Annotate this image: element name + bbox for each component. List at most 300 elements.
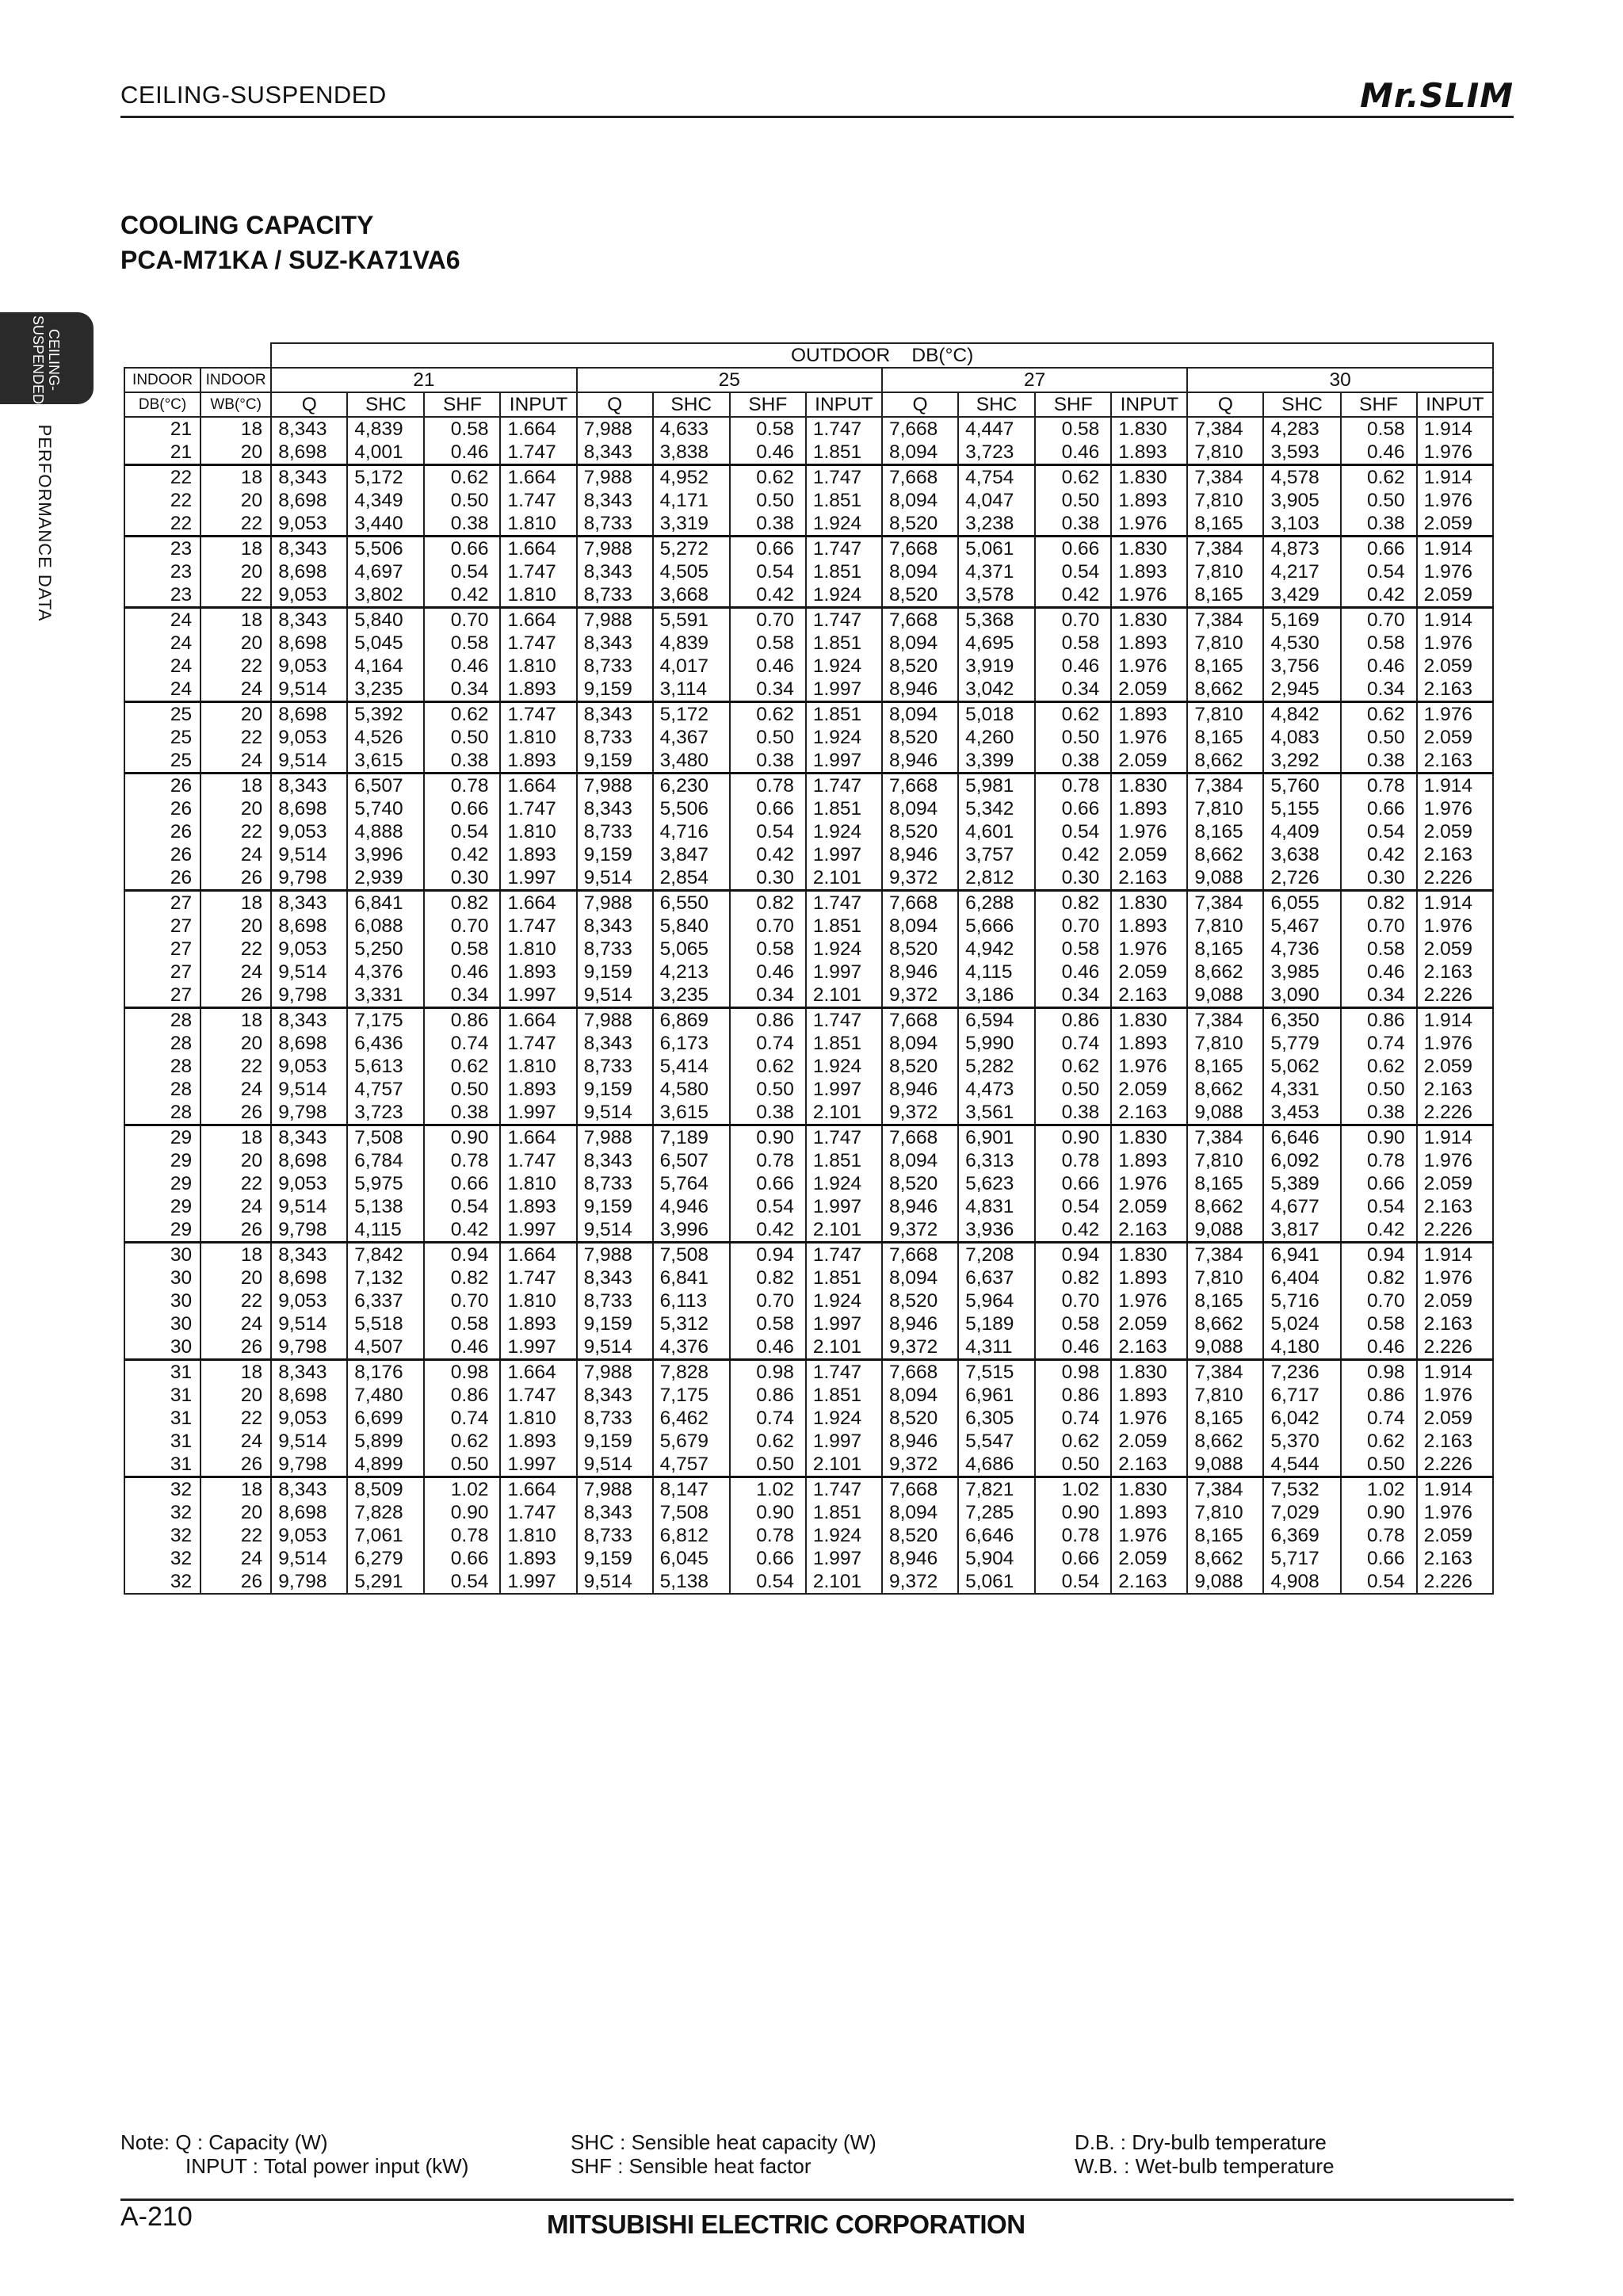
side-tab-label[interactable]	[30, 315, 62, 404]
table-cell: 9,514	[271, 1078, 347, 1101]
table-cell: 7,384	[1187, 608, 1263, 632]
table-cell: 0.54	[1035, 560, 1111, 583]
table-cell: 1.747	[806, 417, 882, 441]
table-cell: 8,094	[882, 1032, 958, 1055]
table-cell: 5,368	[958, 608, 1035, 632]
table-cell: 1.664	[500, 417, 576, 441]
table-cell: 7,384	[1187, 1477, 1263, 1502]
table-cell: 0.58	[730, 417, 806, 441]
table-cell: 0.66	[424, 537, 500, 561]
table-cell: 8,946	[882, 749, 958, 774]
table-cell: 0.50	[424, 1078, 500, 1101]
table-cell: 8,662	[1187, 678, 1263, 702]
indoor-wb-cell: 18	[200, 608, 271, 632]
table-cell: 9,159	[577, 1547, 653, 1570]
table-cell: 1.747	[806, 1360, 882, 1385]
indoor-wb-cell: 24	[200, 1547, 271, 1570]
table-cell: 1.664	[500, 1125, 576, 1150]
table-cell: 9,159	[577, 1312, 653, 1335]
table-cell: 1.747	[500, 1384, 576, 1407]
table-cell: 0.66	[1341, 797, 1417, 820]
table-cell: 6,436	[347, 1032, 424, 1055]
table-cell: 8,698	[271, 489, 347, 512]
table-cell: 7,810	[1187, 915, 1263, 938]
table-cell: 7,508	[653, 1501, 730, 1524]
table-cell: 0.82	[424, 891, 500, 915]
table-cell: 2.059	[1417, 1055, 1493, 1078]
table-cell: 3,638	[1263, 843, 1340, 866]
table-cell: 0.62	[730, 702, 806, 727]
table-cell: 1.664	[500, 1008, 576, 1033]
table-cell: 3,090	[1263, 984, 1340, 1008]
table-cell: 0.54	[730, 1570, 806, 1594]
table-cell: 3,103	[1263, 512, 1340, 537]
table-cell: 8,698	[271, 915, 347, 938]
indoor-wb-cell: 20	[200, 560, 271, 583]
table-cell: 1.997	[500, 984, 576, 1008]
table-cell: 0.30	[1341, 866, 1417, 891]
table-cell: 5,679	[653, 1430, 730, 1453]
table-cell: 2.163	[1417, 1312, 1493, 1335]
table-cell: 0.70	[1341, 915, 1417, 938]
table-cell: 9,159	[577, 961, 653, 984]
indoor-db-cell: 27	[124, 915, 200, 938]
table-cell: 8,343	[577, 1501, 653, 1524]
table-cell: 0.54	[424, 1195, 500, 1218]
table-row	[124, 1149, 1493, 1172]
table-cell: 4,367	[653, 726, 730, 749]
table-cell: 0.70	[1341, 608, 1417, 632]
table-cell: 8,094	[882, 1266, 958, 1289]
indoor-wb-cell: 24	[200, 1078, 271, 1101]
table-cell: 2,945	[1263, 678, 1340, 702]
table-cell: 4,686	[958, 1453, 1035, 1477]
table-cell: 0.34	[1035, 984, 1111, 1008]
table-cell: 8,698	[271, 560, 347, 583]
indoor-db-cell: 30	[124, 1312, 200, 1335]
table-cell: 9,088	[1187, 866, 1263, 891]
table-cell: 0.70	[730, 1289, 806, 1312]
table-cell: 7,810	[1187, 1032, 1263, 1055]
table-cell: 7,384	[1187, 465, 1263, 490]
indoor-wb-cell: 20	[200, 797, 271, 820]
indoor-wb-label: INDOOR	[200, 368, 271, 392]
table-cell: 8,165	[1187, 1407, 1263, 1430]
indoor-db-cell: 28	[124, 1055, 200, 1078]
table-cell: 4,371	[958, 560, 1035, 583]
table-cell: 0.86	[1035, 1384, 1111, 1407]
table-cell: 8,946	[882, 1195, 958, 1218]
table-cell: 1.997	[806, 1312, 882, 1335]
table-cell: 0.50	[1035, 489, 1111, 512]
table-cell: 9,159	[577, 1195, 653, 1218]
table-cell: 0.38	[730, 512, 806, 537]
table-cell: 5,717	[1263, 1547, 1340, 1570]
indoor-wb-cell: 20	[200, 1384, 271, 1407]
table-cell: 0.58	[1341, 632, 1417, 655]
table-cell: 0.34	[730, 984, 806, 1008]
table-cell: 0.82	[1341, 1266, 1417, 1289]
table-cell: 8,343	[271, 891, 347, 915]
table-cell: 0.54	[1035, 820, 1111, 843]
table-cell: 0.50	[424, 1453, 500, 1477]
table-cell: 7,988	[577, 891, 653, 915]
indoor-wb-cell: 24	[200, 678, 271, 702]
table-cell: 1.851	[806, 632, 882, 655]
table-cell: 0.62	[424, 1430, 500, 1453]
note-db: D.B. : Dry-bulb temperature	[1075, 2130, 1327, 2154]
table-row	[124, 1125, 1493, 1150]
table-cell: 0.74	[424, 1407, 500, 1430]
page-number: A-210	[120, 2202, 193, 2232]
table-cell: 6,699	[347, 1407, 424, 1430]
table-cell: 1.924	[806, 655, 882, 678]
table-cell: 8,662	[1187, 1078, 1263, 1101]
indoor-wb-cell: 18	[200, 1477, 271, 1502]
table-cell: 4,473	[958, 1078, 1035, 1101]
table-cell: 1.997	[806, 1078, 882, 1101]
table-cell: 0.46	[1341, 961, 1417, 984]
table-cell: 1.747	[806, 774, 882, 798]
table-cell: 1.976	[1111, 1172, 1187, 1195]
table-cell: 0.86	[1341, 1008, 1417, 1033]
table-cell: 1.924	[806, 583, 882, 608]
column-header-shc: SHC	[1263, 392, 1340, 417]
table-cell: 1.997	[806, 678, 882, 702]
table-cell: 1.851	[806, 560, 882, 583]
table-cell: 7,668	[882, 891, 958, 915]
table-cell: 7,828	[653, 1360, 730, 1385]
table-cell: 1.810	[500, 1407, 576, 1430]
table-cell: 5,061	[958, 537, 1035, 561]
table-cell: 8,698	[271, 632, 347, 655]
table-cell: 8,343	[577, 1266, 653, 1289]
table-cell: 8,662	[1187, 1430, 1263, 1453]
table-row	[124, 489, 1493, 512]
table-cell: 4,283	[1263, 417, 1340, 441]
table-cell: 8,698	[271, 1149, 347, 1172]
table-cell: 8,509	[347, 1477, 424, 1502]
table-cell: 2.059	[1417, 1172, 1493, 1195]
indoor-wb-cell: 24	[200, 1312, 271, 1335]
table-cell: 0.62	[1341, 1430, 1417, 1453]
outdoor-temp-30: 30	[1187, 368, 1493, 392]
table-cell: 0.62	[1341, 702, 1417, 727]
table-cell: 0.78	[1035, 1524, 1111, 1547]
indoor-wb-cell: 18	[200, 1008, 271, 1033]
table-cell: 0.38	[1035, 512, 1111, 537]
table-cell: 8,343	[577, 797, 653, 820]
table-cell: 9,159	[577, 749, 653, 774]
table-cell: 9,053	[271, 938, 347, 961]
table-cell: 0.66	[424, 797, 500, 820]
table-cell: 8,520	[882, 938, 958, 961]
table-cell: 4,349	[347, 489, 424, 512]
table-cell: 0.46	[730, 961, 806, 984]
table-cell: 5,392	[347, 702, 424, 727]
table-cell: 1.747	[806, 465, 882, 490]
table-cell: 7,384	[1187, 1008, 1263, 1033]
table-cell: 7,810	[1187, 702, 1263, 727]
table-cell: 7,668	[882, 1477, 958, 1502]
table-cell: 0.58	[1035, 632, 1111, 655]
table-cell: 5,189	[958, 1312, 1035, 1335]
table-cell: 6,507	[653, 1149, 730, 1172]
table-cell: 1.976	[1111, 938, 1187, 961]
table-cell: 6,369	[1263, 1524, 1340, 1547]
table-cell: 1.747	[806, 1125, 882, 1150]
table-cell: 4,213	[653, 961, 730, 984]
table-cell: 8,733	[577, 655, 653, 678]
indoor-db-cell: 29	[124, 1218, 200, 1243]
column-header-input: INPUT	[1417, 392, 1493, 417]
table-cell: 0.30	[730, 866, 806, 891]
table-cell: 4,952	[653, 465, 730, 490]
table-cell: 6,042	[1263, 1407, 1340, 1430]
table-cell: 0.54	[730, 820, 806, 843]
table-row	[124, 984, 1493, 1008]
outdoor-temp-27: 27	[882, 368, 1187, 392]
table-row	[124, 938, 1493, 961]
table-cell: 8,094	[882, 915, 958, 938]
table-cell: 8,343	[271, 1243, 347, 1267]
table-cell: 9,088	[1187, 1453, 1263, 1477]
table-cell: 9,053	[271, 1172, 347, 1195]
table-cell: 1.997	[500, 866, 576, 891]
indoor-db-cell: 30	[124, 1266, 200, 1289]
table-cell: 1.747	[500, 1266, 576, 1289]
table-cell: 9,053	[271, 820, 347, 843]
table-cell: 5,613	[347, 1055, 424, 1078]
table-cell: 5,172	[347, 465, 424, 490]
table-cell: 0.70	[1035, 608, 1111, 632]
table-cell: 0.58	[730, 1312, 806, 1335]
table-cell: 4,873	[1263, 537, 1340, 561]
table-cell: 6,305	[958, 1407, 1035, 1430]
indoor-wb-cell: 20	[200, 702, 271, 727]
table-row	[124, 655, 1493, 678]
table-cell: 8,733	[577, 938, 653, 961]
table-cell: 5,904	[958, 1547, 1035, 1570]
indoor-db-unit: DB(°C)	[124, 392, 200, 417]
table-cell: 8,094	[882, 1384, 958, 1407]
table-cell: 1.664	[500, 608, 576, 632]
table-cell: 4,899	[347, 1453, 424, 1477]
table-cell: 7,061	[347, 1524, 424, 1547]
table-cell: 7,668	[882, 774, 958, 798]
table-cell: 1.747	[500, 441, 576, 465]
table-cell: 1.914	[1417, 891, 1493, 915]
table-cell: 8,343	[271, 465, 347, 490]
table-cell: 4,017	[653, 655, 730, 678]
table-cell: 0.54	[1341, 560, 1417, 583]
table-cell: 2.226	[1417, 1335, 1493, 1360]
table-cell: 0.70	[1035, 1289, 1111, 1312]
table-cell: 5,370	[1263, 1430, 1340, 1453]
column-header-q: Q	[271, 392, 347, 417]
indoor-db-cell: 24	[124, 632, 200, 655]
table-cell: 1.747	[500, 560, 576, 583]
table-cell: 2.163	[1111, 1570, 1187, 1594]
table-cell: 0.46	[730, 441, 806, 465]
indoor-db-cell: 28	[124, 1101, 200, 1125]
indoor-wb-cell: 20	[200, 915, 271, 938]
indoor-wb-cell: 20	[200, 489, 271, 512]
table-cell: 8,520	[882, 655, 958, 678]
table-cell: 8,520	[882, 1524, 958, 1547]
note-shc: SHC : Sensible heat capacity (W)	[571, 2130, 876, 2154]
table-cell: 5,981	[958, 774, 1035, 798]
table-cell: 1.997	[500, 1101, 576, 1125]
table-cell: 9,053	[271, 655, 347, 678]
table-cell: 7,810	[1187, 1384, 1263, 1407]
table-cell: 5,061	[958, 1570, 1035, 1594]
table-cell: 0.58	[424, 632, 500, 655]
table-cell: 0.34	[424, 678, 500, 702]
indoor-wb-cell: 18	[200, 417, 271, 441]
table-cell: 7,189	[653, 1125, 730, 1150]
table-header	[124, 343, 1493, 417]
table-row	[124, 1078, 1493, 1101]
brand-logo: Mr.SLIM	[1360, 76, 1514, 115]
table-cell: 8,165	[1187, 1172, 1263, 1195]
table-cell: 4,842	[1263, 702, 1340, 727]
table-cell: 0.98	[1035, 1360, 1111, 1385]
table-cell: 8,520	[882, 726, 958, 749]
table-cell: 0.42	[424, 1218, 500, 1243]
table-cell: 0.98	[1341, 1360, 1417, 1385]
table-cell: 5,272	[653, 537, 730, 561]
indoor-db-cell: 29	[124, 1125, 200, 1150]
table-cell: 1.893	[500, 1430, 576, 1453]
table-cell: 2.163	[1417, 961, 1493, 984]
table-cell: 6,646	[1263, 1125, 1340, 1150]
table-cell: 2.059	[1417, 1407, 1493, 1430]
table-cell: 6,717	[1263, 1384, 1340, 1407]
table-cell: 6,092	[1263, 1149, 1340, 1172]
table-cell: 0.78	[1341, 774, 1417, 798]
table-cell: 8,343	[271, 774, 347, 798]
indoor-db-cell: 27	[124, 984, 200, 1008]
indoor-db-cell: 22	[124, 489, 200, 512]
table-cell: 5,591	[653, 608, 730, 632]
table-cell: 1.851	[806, 915, 882, 938]
indoor-db-cell: 22	[124, 465, 200, 490]
table-cell: 0.38	[1341, 749, 1417, 774]
table-cell: 9,053	[271, 1289, 347, 1312]
table-cell: 0.66	[424, 1172, 500, 1195]
table-cell: 8,946	[882, 678, 958, 702]
table-cell: 9,088	[1187, 1218, 1263, 1243]
table-cell: 9,088	[1187, 1335, 1263, 1360]
table-cell: 5,282	[958, 1055, 1035, 1078]
table-cell: 0.34	[424, 984, 500, 1008]
indoor-wb-cell: 26	[200, 1570, 271, 1594]
table-cell: 7,810	[1187, 797, 1263, 820]
indoor-db-cell: 28	[124, 1078, 200, 1101]
table-cell: 1.893	[1111, 1032, 1187, 1055]
table-row	[124, 866, 1493, 891]
table-cell: 0.50	[730, 1453, 806, 1477]
table-cell: 1.830	[1111, 1243, 1187, 1267]
table-cell: 4,580	[653, 1078, 730, 1101]
table-cell: 3,578	[958, 583, 1035, 608]
table-cell: 2.163	[1417, 678, 1493, 702]
table-row	[124, 1501, 1493, 1524]
table-cell: 6,462	[653, 1407, 730, 1430]
table-cell: 0.78	[1341, 1524, 1417, 1547]
table-cell: 5,155	[1263, 797, 1340, 820]
table-cell: 6,045	[653, 1547, 730, 1570]
table-cell: 5,414	[653, 1055, 730, 1078]
table-cell: 1.976	[1111, 1289, 1187, 1312]
table-cell: 1.664	[500, 1360, 576, 1385]
indoor-wb-cell: 18	[200, 1243, 271, 1267]
table-cell: 4,839	[653, 632, 730, 655]
table-cell: 5,840	[653, 915, 730, 938]
table-cell: 1.893	[1111, 702, 1187, 727]
table-row	[124, 961, 1493, 984]
table-cell: 1.747	[806, 891, 882, 915]
table-cell: 8,946	[882, 843, 958, 866]
table-cell: 7,515	[958, 1360, 1035, 1385]
outdoor-temp-25: 25	[577, 368, 882, 392]
table-cell: 8,094	[882, 702, 958, 727]
table-cell: 2.059	[1417, 583, 1493, 608]
note-input: INPUT : Total power input (kW)	[185, 2154, 469, 2178]
table-cell: 4,331	[1263, 1078, 1340, 1101]
table-cell: 1.914	[1417, 1243, 1493, 1267]
table-cell: 6,279	[347, 1547, 424, 1570]
table-cell: 1.810	[500, 655, 576, 678]
table-cell: 0.38	[1341, 512, 1417, 537]
table-cell: 6,841	[653, 1266, 730, 1289]
table-cell: 1.914	[1417, 537, 1493, 561]
table-cell: 4,180	[1263, 1335, 1340, 1360]
table-cell: 1.893	[1111, 1501, 1187, 1524]
outdoor-header	[271, 343, 1493, 368]
indoor-wb-cell: 22	[200, 820, 271, 843]
table-cell: 0.50	[1035, 1078, 1111, 1101]
table-cell: 8,520	[882, 583, 958, 608]
table-cell: 0.90	[1035, 1125, 1111, 1150]
indoor-db-cell: 26	[124, 866, 200, 891]
table-cell: 5,716	[1263, 1289, 1340, 1312]
column-header-shf: SHF	[1341, 392, 1417, 417]
table-cell: 0.42	[1341, 1218, 1417, 1243]
table-cell: 1.893	[1111, 797, 1187, 820]
table-cell: 5,045	[347, 632, 424, 655]
table-cell: 0.90	[424, 1501, 500, 1524]
table-cell: 0.62	[424, 465, 500, 490]
table-cell: 0.74	[1341, 1407, 1417, 1430]
table-cell: 9,514	[577, 866, 653, 891]
table-cell: 3,756	[1263, 655, 1340, 678]
table-cell: 8,094	[882, 1501, 958, 1524]
table-cell: 0.42	[1035, 843, 1111, 866]
table-cell: 0.42	[730, 843, 806, 866]
table-cell: 1.976	[1417, 560, 1493, 583]
table-cell: 3,668	[653, 583, 730, 608]
table-cell: 0.62	[1035, 465, 1111, 490]
table-cell: 8,343	[271, 1360, 347, 1385]
table-cell: 4,601	[958, 820, 1035, 843]
indoor-db-cell: 32	[124, 1547, 200, 1570]
indoor-wb-cell: 18	[200, 1125, 271, 1150]
indoor-db-cell: 23	[124, 560, 200, 583]
table-cell: 1.976	[1111, 583, 1187, 608]
table-cell: 3,838	[653, 441, 730, 465]
